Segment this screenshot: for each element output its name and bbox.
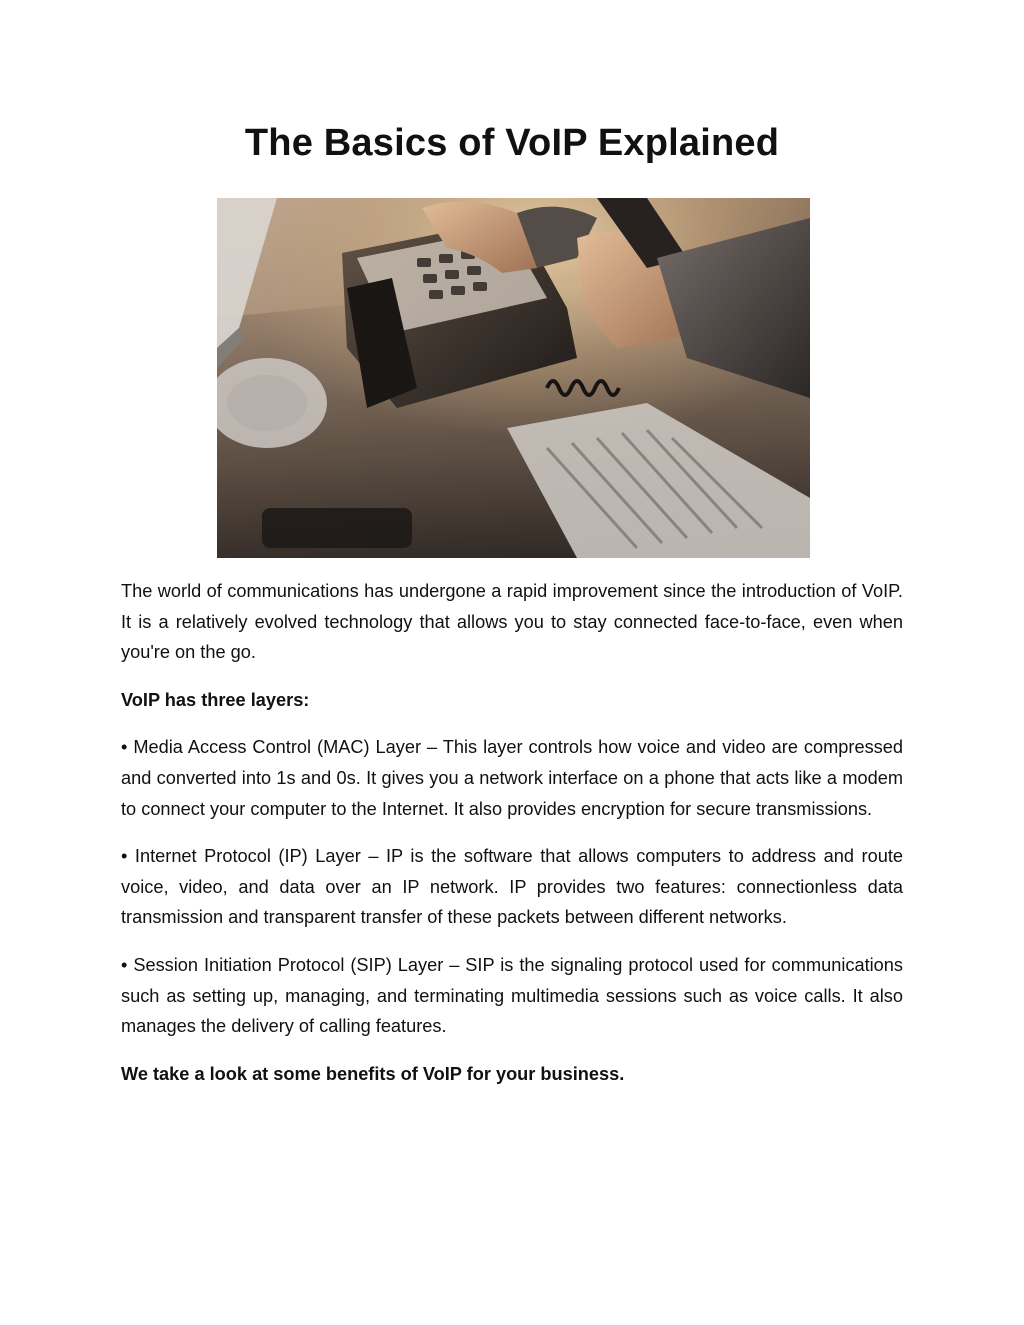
article-body: [121, 576, 903, 1106]
layers-heading: VoIP has three layers:: [121, 689, 310, 710]
mac-layer-paragraph: • Media Access Control (MAC) Layer – This layer controls how voice and video are compressed and converted into 1s and 0s. It gives you a network interface on a phone that acts like a modem to connect your computer to the Internet. It also provides encryption for secure transmissions.: [121, 737, 903, 819]
page-title: The Basics of VoIP Explained: [244, 122, 780, 164]
sip-layer-paragraph: • Session Initiation Protocol (SIP) Layer – SIP is the signaling protocol used for communications such as setting up, managing, and terminating multimedia sessions such as voice calls. It also manages the delivery of calling features.: [121, 954, 903, 1037]
intro-paragraph: The world of communications has undergone a rapid improvement since the introduction of VoIP. It is a relatively evolved technology that allows you to stay connected face-to-face, even when you're on the go.: [121, 581, 903, 663]
desk-telephone-photo: [217, 198, 810, 558]
ip-layer-paragraph: • Internet Protocol (IP) Layer – IP is the software that allows computers to address and route voice, video, and data over an IP network. IP provides two features: connectionless data transmission and transparent transfer of these packets between different networks.: [121, 846, 903, 928]
closing-paragraph: We take a look at some benefits of VoIP for your business.: [121, 1063, 625, 1084]
